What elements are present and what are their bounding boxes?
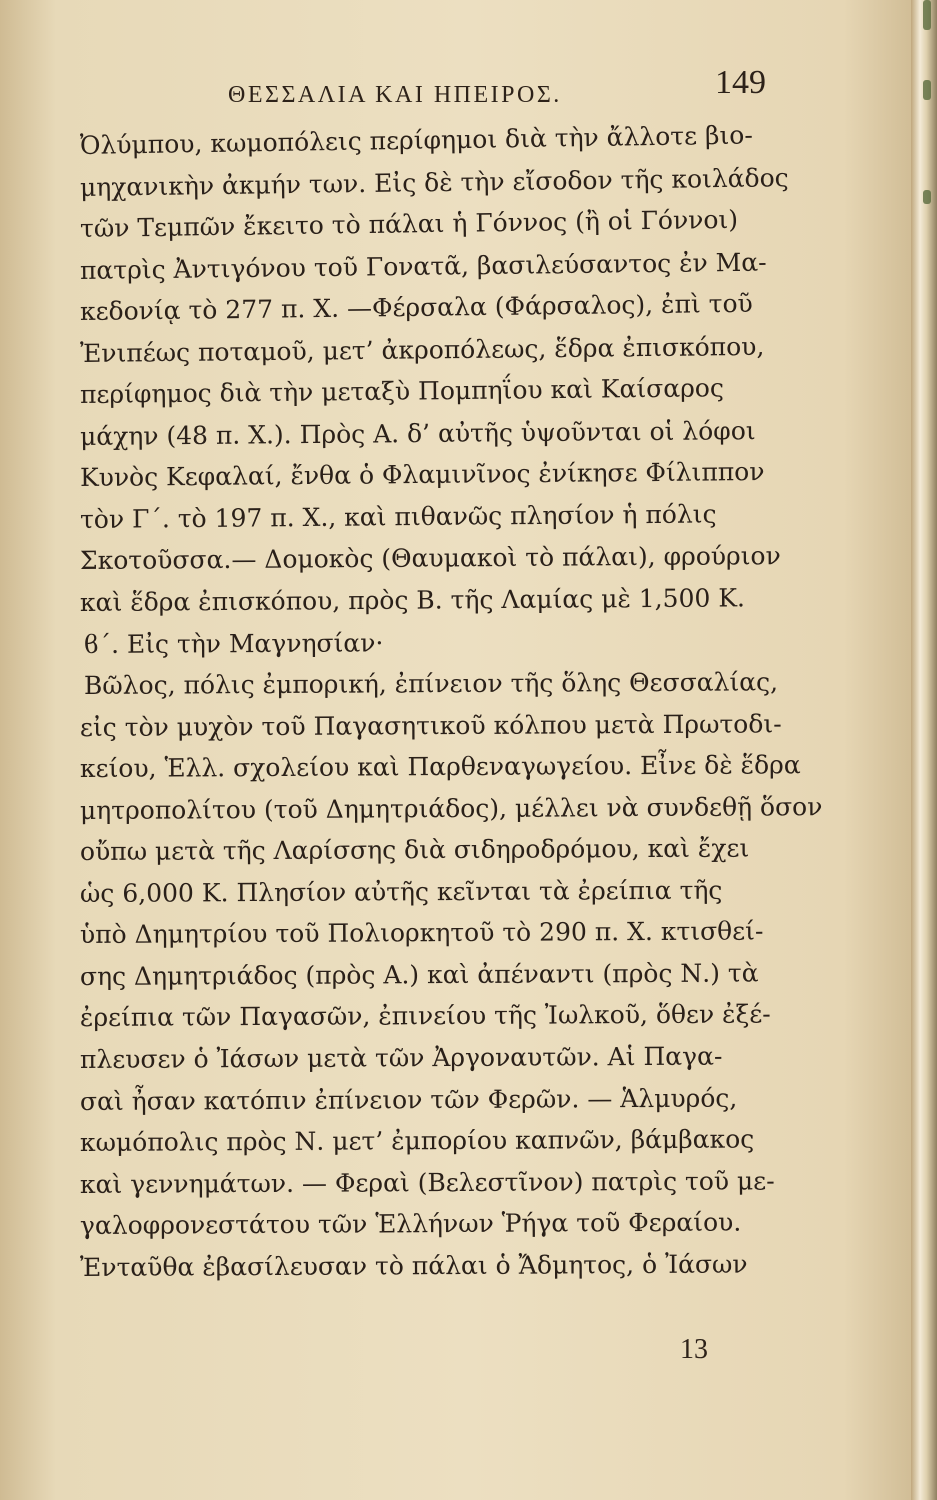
text-line: περίφημος διὰ τὴν μεταξὺ Πομπηΐου καὶ Καίσαρος: [79, 373, 725, 410]
spine-tab-mark: [923, 0, 931, 30]
text-line: ἐρείπια τῶν Παγασῶν, ἐπινείου τῆς Ἰωλκοῦ, ὅθεν ἐξέ-: [79, 999, 771, 1033]
text-line: Βῶλος, πόλις ἐμπορική, ἐπίνειον τῆς ὅλης Θεσσαλίας,: [83, 667, 779, 701]
body-text: [79, 120, 823, 1288]
text-line: κωμόπολις πρὸς Ν. μετ’ ἐμπορίου καπνῶν, βάμβακος: [79, 1124, 755, 1158]
text-line: Ἐνιπέως ποταμοῦ, μετ’ ἀκροπόλεως, ἕδρα ἐπισκόπου,: [79, 331, 765, 368]
text-line: Ἐνταῦθα ἐβασίλευσαν τὸ πάλαι ὁ Ἄδμητος, ὁ Ἰάσων: [79, 1249, 748, 1282]
text-line: καὶ γεννημάτων. — Φεραὶ (Βελεστῖνον) πατρὶς τοῦ με-: [79, 1166, 775, 1199]
text-line: μητροπολίτου (τοῦ Δημητριάδος), μέλλει νὰ συνδεθῇ ὅσον: [79, 791, 823, 825]
text-line: οὔπω μετὰ τῆς Λαρίσσης διὰ σιδηροδρόμου, καὶ ἔχει: [79, 833, 750, 867]
text-line: ὑπὸ Δημητρίου τοῦ Πολιορκητοῦ τὸ 290 π. Χ. κτισθεί-: [79, 916, 764, 950]
text-line: κείου, Ἑλλ. σχολείου καὶ Παρθεναγωγείου. Εἶνε δὲ ἕδρα: [79, 750, 801, 784]
text-line: τὸν Γ΄. τὸ 197 π. Χ., καὶ πιθανῶς πλησίον ἡ πόλις: [79, 499, 717, 534]
text-line: σης Δημητριάδος (πρὸς Α.) καὶ ἀπέναντι (πρὸς Ν.) τὰ: [79, 958, 759, 991]
spine-tab-mark: [923, 190, 931, 204]
text-line: Κυνὸς Κεφαλαί, ἔνθα ὁ Φλαμινῖνος ἐνίκησε Φίλιππον: [79, 457, 765, 493]
text-line: πλευσεν ὁ Ἰάσων μετὰ τῶν Ἀργοναυτῶν. Αἱ Παγα-: [79, 1041, 723, 1075]
page-number: 149: [715, 64, 766, 101]
text-line: καὶ ἕδρα ἐπισκόπου, πρὸς Β. τῆς Λαμίας μὲ 1,500 Κ.: [79, 583, 746, 618]
section-heading: ϐ΄. Εἰς τὴν Μαγνησίαν·: [83, 627, 384, 659]
book-spine-edge: [911, 0, 937, 1500]
running-title: ΘΕΣΣΑΛΙΑ ΚΑΙ ΗΠΕΙΡΟΣ.: [228, 82, 562, 108]
text-line: ὡς 6,000 Κ. Πλησίον αὐτῆς κεῖνται τὰ ἐρείπια τῆς: [79, 875, 723, 908]
text-line: Σκοτοῦσσα.— Δομοκὸς (Θαυμακοὶ τὸ πάλαι), φρούριον: [79, 541, 781, 576]
text-line: εἰς τὸν μυχὸν τοῦ Παγασητικοῦ κόλπου μετὰ Πρωτοδι-: [79, 708, 782, 742]
signature-mark: 13: [680, 1334, 708, 1365]
text-line: τῶν Τεμπῶν ἔκειτο τὸ πάλαι ἡ Γόννος (ἢ οἱ Γόννοι): [79, 204, 739, 244]
text-line: μηχανικὴν ἀκμήν των. Εἰς δὲ τὴν εἴσοδον τῆς κοιλάδος: [79, 162, 789, 202]
text-line: πατρὶς Ἀντιγόνου τοῦ Γονατᾶ, βασιλεύσαντος ἐν Μα-: [79, 247, 767, 285]
text-line: σαὶ ἦσαν κατόπιν ἐπίνειον τῶν Φερῶν. — Ἁλμυρός,: [79, 1083, 738, 1116]
text-line: γαλοφρονεστάτου τῶν Ἑλλήνων Ῥήγα τοῦ Φεραίου.: [79, 1207, 742, 1241]
text-line: μάχην (48 π. Χ.). Πρὸς Α. δ’ αὐτῆς ὑψοῦνται οἱ λόφοι: [79, 415, 756, 451]
text-line: κεδονίᾳ τὸ 277 π. Χ. —Φέρσαλα (Φάρσαλος), ἐπὶ τοῦ: [79, 288, 753, 327]
text-line: Ὀλύμπου, κωμοπόλεις περίφημοι διὰ τὴν ἄλλοτε βιο-: [79, 120, 753, 160]
